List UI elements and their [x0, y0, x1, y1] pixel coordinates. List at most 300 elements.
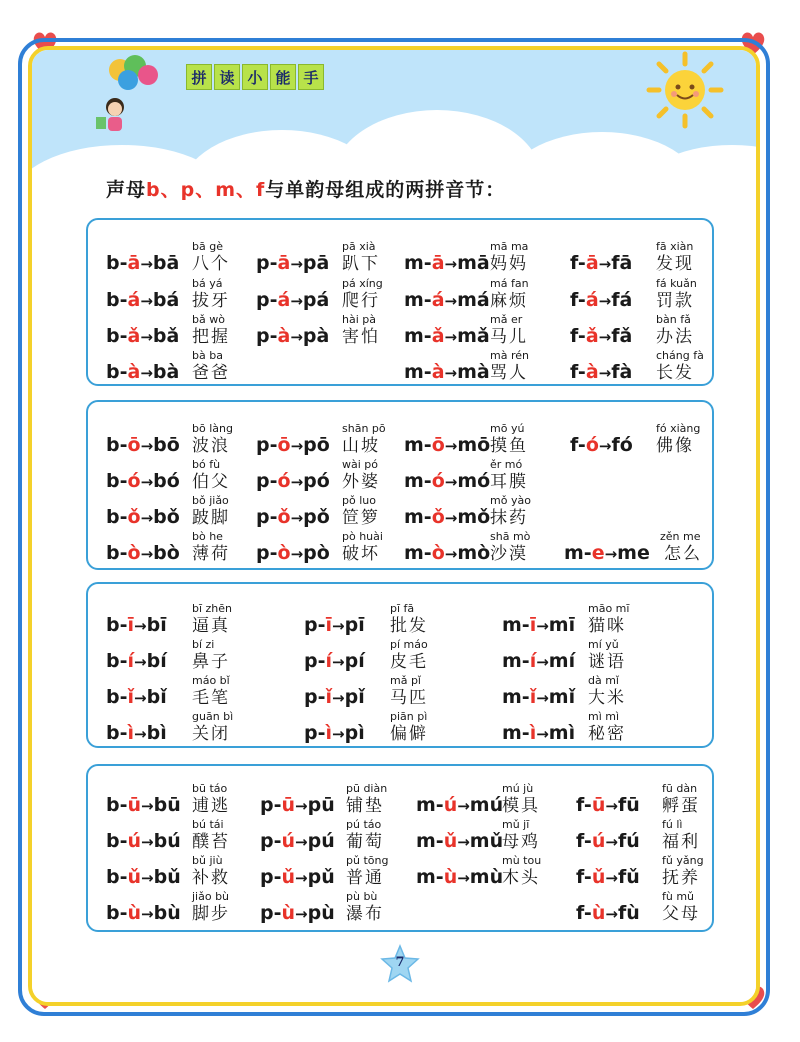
- syllable-entry: [304, 674, 454, 708]
- syllable-formula: [106, 289, 179, 311]
- syllable-formula: [106, 902, 181, 924]
- syllable-box: [86, 400, 714, 570]
- word-hanzi: 关闭: [192, 724, 230, 744]
- initial: p-: [256, 506, 278, 528]
- initial: m-: [502, 686, 530, 708]
- syllable-result: bō: [153, 434, 180, 456]
- initial: m-: [502, 614, 530, 636]
- syllable-result: bǐ: [146, 686, 167, 708]
- word-pinyin: fó xiàng: [656, 422, 701, 435]
- arrow-icon: →: [444, 364, 458, 382]
- arrow-icon: →: [605, 833, 618, 851]
- arrow-icon: →: [332, 617, 345, 635]
- syllable-result: mā: [457, 252, 490, 274]
- syllable-formula: [404, 361, 490, 383]
- word-hanzi: 薄荷: [192, 544, 230, 564]
- arrow-icon: →: [141, 905, 154, 923]
- syllable-formula: [106, 722, 167, 744]
- word-pinyin: mà rén: [490, 349, 529, 362]
- word-hanzi: 麻烦: [490, 291, 528, 311]
- word-hanzi: 佛像: [656, 436, 694, 456]
- syllable-result: fǔ: [617, 866, 640, 888]
- word-hanzi: 猫咪: [588, 616, 626, 636]
- syllable-result: bó: [153, 470, 180, 492]
- syllable-entry: [106, 422, 256, 456]
- word-hanzi: 秘密: [588, 724, 626, 744]
- word-hanzi: 趴下: [342, 254, 380, 274]
- syllable-entry: [106, 674, 256, 708]
- vowel: ō: [127, 434, 141, 456]
- syllable-formula: [304, 614, 365, 636]
- syllable-entry: [570, 349, 720, 383]
- vowel: ò: [431, 542, 445, 564]
- arrow-icon: →: [598, 292, 612, 310]
- arrow-icon: →: [444, 328, 458, 346]
- syllable-entry: [304, 602, 454, 636]
- syllable-entry: [570, 240, 720, 274]
- syllable-entry: [416, 818, 566, 852]
- word-pinyin: bǔ jiù: [192, 854, 223, 867]
- syllable-result: bà: [152, 361, 180, 383]
- arrow-icon: →: [141, 833, 154, 851]
- arrow-icon: →: [457, 869, 470, 887]
- word-hanzi: 外婆: [342, 472, 380, 492]
- heading-letters: b、p、m、f: [146, 179, 266, 201]
- syllable-result: pá: [302, 289, 330, 311]
- syllable-formula: [106, 470, 180, 492]
- vowel: ú: [443, 794, 458, 816]
- syllable-result: bī: [146, 614, 167, 636]
- vowel: ī: [325, 614, 333, 636]
- syllable-result: fú: [617, 830, 640, 852]
- syllable-entry: [570, 422, 720, 456]
- word-pinyin: bū táo: [192, 782, 228, 795]
- word-hanzi: 抚养: [662, 868, 700, 888]
- syllable-formula: [106, 866, 181, 888]
- word-pinyin: mù tou: [502, 854, 542, 867]
- syllable-result: má: [457, 289, 490, 311]
- page-number: 7: [395, 955, 405, 970]
- syllable-entry: [256, 458, 406, 492]
- word-pinyin: máo bǐ: [192, 674, 230, 687]
- word-hanzi: 伯父: [192, 472, 230, 492]
- arrow-icon: →: [444, 509, 458, 527]
- syllable-result: fó: [611, 434, 633, 456]
- section-heading: [106, 175, 505, 202]
- vowel: ū: [127, 794, 142, 816]
- word-hanzi: 醭苔: [192, 832, 230, 852]
- vowel: ǔ: [443, 830, 458, 852]
- syllable-formula: [304, 686, 365, 708]
- vowel: ǔ: [127, 866, 142, 888]
- initial: b-: [106, 325, 128, 347]
- syllable-result: bǔ: [153, 866, 181, 888]
- heading-prefix: 声母: [106, 179, 147, 201]
- syllable-entry: [256, 277, 406, 311]
- initial: f-: [570, 434, 586, 456]
- syllable-result: pó: [303, 470, 330, 492]
- syllable-result: mó: [457, 470, 491, 492]
- syllable-formula: [106, 542, 180, 564]
- word-pinyin: bǎ wò: [192, 313, 225, 326]
- vowel: ú: [591, 830, 606, 852]
- syllable-formula: [106, 614, 167, 636]
- initial: m-: [404, 506, 432, 528]
- vowel: ì: [325, 722, 333, 744]
- arrow-icon: →: [140, 473, 154, 491]
- arrow-icon: →: [134, 725, 147, 743]
- syllable-formula: [260, 902, 335, 924]
- initial: f-: [570, 361, 586, 383]
- arrow-icon: →: [332, 653, 345, 671]
- syllable-result: mí: [548, 650, 576, 672]
- syllable-entry: [416, 782, 566, 816]
- syllable-entry: [404, 494, 554, 528]
- arrow-icon: →: [290, 437, 304, 455]
- syllable-result: mì: [548, 722, 576, 744]
- syllable-formula: [564, 542, 650, 564]
- arrow-icon: →: [134, 653, 147, 671]
- syllable-formula: [416, 866, 503, 888]
- vowel: ǎ: [431, 325, 445, 347]
- syllable-result: pō: [303, 434, 330, 456]
- arrow-icon: →: [290, 328, 303, 346]
- initial: f-: [576, 830, 592, 852]
- syllable-result: pǐ: [344, 686, 365, 708]
- initial: b-: [106, 542, 128, 564]
- word-pinyin: ěr mó: [490, 458, 523, 471]
- arrow-icon: →: [140, 328, 153, 346]
- title-char: 拼: [186, 64, 212, 90]
- initial: m-: [404, 434, 432, 456]
- vowel: ā: [585, 252, 599, 274]
- heading-suffix: 与单韵母组成的两拼音节：: [265, 179, 506, 201]
- syllable-entry: [576, 782, 726, 816]
- initial: p-: [256, 434, 278, 456]
- syllable-result: mǔ: [469, 830, 504, 852]
- word-hanzi: 补救: [192, 868, 230, 888]
- word-hanzi: 偏僻: [390, 724, 428, 744]
- vowel: ù: [591, 902, 606, 924]
- syllable-formula: [570, 434, 633, 456]
- arrow-icon: →: [140, 255, 153, 273]
- arrow-icon: →: [290, 292, 303, 310]
- word-hanzi: 鼻子: [192, 652, 230, 672]
- word-hanzi: 马儿: [490, 327, 528, 347]
- syllable-entry: [256, 240, 406, 274]
- word-pinyin: jiǎo bù: [192, 890, 230, 903]
- syllable-formula: [260, 830, 335, 852]
- arrow-icon: →: [295, 905, 308, 923]
- initial: b-: [106, 614, 128, 636]
- word-pinyin: pò huài: [342, 530, 383, 543]
- syllable-entry: [106, 854, 256, 888]
- initial: p-: [304, 650, 326, 672]
- syllable-entry: [106, 602, 256, 636]
- vowel: ú: [281, 830, 296, 852]
- word-pinyin: fā xiàn: [656, 240, 694, 253]
- syllable-formula: [256, 542, 330, 564]
- word-hanzi: 害怕: [342, 327, 380, 347]
- word-hanzi: 爸爸: [192, 363, 230, 383]
- syllable-entry: [260, 890, 410, 924]
- word-pinyin: mǔ jī: [502, 818, 530, 831]
- vowel: ó: [277, 470, 291, 492]
- vowel: ó: [127, 470, 141, 492]
- title-char: 手: [298, 64, 324, 90]
- word-pinyin: mǎ er: [490, 313, 523, 326]
- syllable-entry: [106, 458, 256, 492]
- initial: b-: [106, 506, 128, 528]
- syllable-entry: [576, 890, 726, 924]
- arrow-icon: →: [141, 797, 154, 815]
- word-pinyin: pá xíng: [342, 277, 383, 290]
- syllable-entry: [502, 638, 652, 672]
- syllable-box: [86, 582, 714, 748]
- syllable-formula: [416, 830, 503, 852]
- vowel: ú: [127, 830, 142, 852]
- syllable-formula: [106, 506, 180, 528]
- word-hanzi: 八个: [192, 254, 230, 274]
- word-hanzi: 谜语: [588, 652, 626, 672]
- initial: p-: [260, 794, 282, 816]
- initial: p-: [304, 722, 326, 744]
- word-hanzi: 母鸡: [502, 832, 540, 852]
- word-pinyin: shā mò: [490, 530, 531, 543]
- arrow-icon: →: [290, 509, 304, 527]
- syllable-result: mǎ: [457, 325, 490, 347]
- word-pinyin: pū diàn: [346, 782, 388, 795]
- word-pinyin: fá kuǎn: [656, 277, 697, 290]
- word-pinyin: shān pō: [342, 422, 386, 435]
- syllable-result: mú: [469, 794, 504, 816]
- syllable-entry: [256, 530, 406, 564]
- vowel: ì: [529, 722, 537, 744]
- word-pinyin: bò he: [192, 530, 223, 543]
- vowel: ò: [277, 542, 291, 564]
- word-hanzi: 葡萄: [346, 832, 384, 852]
- word-hanzi: 批发: [390, 616, 428, 636]
- arrow-icon: →: [605, 797, 618, 815]
- initial: m-: [404, 470, 432, 492]
- word-pinyin: bà ba: [192, 349, 223, 362]
- initial: m-: [404, 289, 432, 311]
- vowel: ī: [529, 614, 537, 636]
- syllable-entry: [106, 818, 256, 852]
- vowel: ū: [281, 794, 296, 816]
- word-hanzi: 抹药: [490, 508, 528, 528]
- syllable-result: bā: [152, 252, 180, 274]
- word-hanzi: 逼真: [192, 616, 230, 636]
- word-hanzi: 逋逃: [192, 796, 230, 816]
- arrow-icon: →: [444, 473, 458, 491]
- vowel: á: [585, 289, 599, 311]
- initial: b-: [106, 289, 128, 311]
- arrow-icon: →: [140, 437, 154, 455]
- syllable-formula: [106, 325, 179, 347]
- word-hanzi: 把握: [192, 327, 230, 347]
- word-pinyin: pǒ luo: [342, 494, 376, 507]
- initial: m-: [564, 542, 592, 564]
- arrow-icon: →: [140, 364, 153, 382]
- syllable-formula: [106, 686, 167, 708]
- syllable-entry: [260, 782, 410, 816]
- vowel: e: [591, 542, 605, 564]
- syllable-entry: [106, 240, 256, 274]
- syllable-formula: [570, 361, 632, 383]
- vowel: à: [585, 361, 599, 383]
- syllable-entry: [106, 890, 256, 924]
- syllable-entry: [260, 854, 410, 888]
- arrow-icon: →: [332, 725, 345, 743]
- syllable-entry: [256, 494, 406, 528]
- syllable-result: pì: [344, 722, 365, 744]
- syllable-formula: [404, 542, 490, 564]
- word-pinyin: bō làng: [192, 422, 233, 435]
- word-hanzi: 福利: [662, 832, 700, 852]
- syllable-result: pǔ: [307, 866, 335, 888]
- syllable-formula: [304, 650, 365, 672]
- syllable-formula: [260, 866, 335, 888]
- syllable-formula: [576, 830, 640, 852]
- word-pinyin: mì mì: [588, 710, 620, 723]
- syllable-formula: [570, 289, 632, 311]
- syllable-entry: [106, 277, 256, 311]
- syllable-result: fū: [617, 794, 640, 816]
- word-pinyin: māo mī: [588, 602, 630, 615]
- arrow-icon: →: [444, 255, 458, 273]
- syllable-result: fù: [617, 902, 640, 924]
- initial: b-: [106, 434, 128, 456]
- vowel: ā: [431, 252, 445, 274]
- syllable-entry: [106, 494, 256, 528]
- word-pinyin: pǔ tōng: [346, 854, 389, 867]
- arrow-icon: →: [598, 255, 612, 273]
- vowel: ī: [127, 614, 135, 636]
- syllable-entry: [404, 240, 554, 274]
- title-char: 读: [214, 64, 240, 90]
- vowel: í: [127, 650, 135, 672]
- arrow-icon: →: [598, 437, 612, 455]
- arrow-icon: →: [295, 869, 308, 887]
- syllable-result: me: [617, 542, 650, 564]
- vowel: ù: [127, 902, 142, 924]
- word-hanzi: 脚步: [192, 904, 230, 924]
- word-hanzi: 沙漠: [490, 544, 528, 564]
- vowel: à: [431, 361, 445, 383]
- vowel: ò: [127, 542, 141, 564]
- word-pinyin: bā gè: [192, 240, 223, 253]
- syllable-entry: [570, 313, 720, 347]
- word-pinyin: pī fā: [390, 602, 415, 615]
- word-hanzi: 罚款: [656, 291, 694, 311]
- initial: p-: [260, 902, 282, 924]
- vowel: ó: [585, 434, 599, 456]
- syllable-box: [86, 764, 714, 932]
- word-pinyin: bǒ jiǎo: [192, 494, 229, 507]
- vowel: á: [127, 289, 141, 311]
- word-pinyin: mí yǔ: [588, 638, 619, 651]
- arrow-icon: →: [134, 689, 147, 707]
- syllable-formula: [256, 289, 329, 311]
- initial: m-: [502, 722, 530, 744]
- syllable-entry: [404, 530, 554, 564]
- syllable-box: [86, 218, 714, 386]
- syllable-formula: [256, 470, 330, 492]
- syllable-formula: [106, 650, 167, 672]
- initial: b-: [106, 866, 128, 888]
- syllable-entry: [106, 710, 256, 744]
- vowel: ǒ: [127, 506, 141, 528]
- syllable-entry: [570, 277, 720, 311]
- arrow-icon: →: [290, 545, 304, 563]
- arrow-icon: →: [536, 725, 549, 743]
- vowel: ǐ: [529, 686, 537, 708]
- syllable-result: bò: [153, 542, 180, 564]
- arrow-icon: →: [140, 545, 154, 563]
- initial: m-: [404, 252, 432, 274]
- word-hanzi: 父母: [662, 904, 700, 924]
- syllable-entry: [404, 422, 554, 456]
- word-hanzi: 骂人: [490, 363, 528, 383]
- syllable-result: pī: [344, 614, 365, 636]
- syllable-formula: [502, 686, 575, 708]
- word-pinyin: bī zhēn: [192, 602, 233, 615]
- syllable-entry: [502, 674, 652, 708]
- initial: m-: [404, 361, 432, 383]
- arrow-icon: →: [536, 689, 549, 707]
- arrow-icon: →: [444, 437, 458, 455]
- arrow-icon: →: [536, 653, 549, 671]
- syllable-result: mō: [457, 434, 491, 456]
- syllable-result: fǎ: [611, 325, 633, 347]
- word-pinyin: pú táo: [346, 818, 382, 831]
- word-pinyin: dà mǐ: [588, 674, 619, 687]
- vowel: ù: [443, 866, 458, 888]
- word-hanzi: 马匹: [390, 688, 428, 708]
- arrow-icon: →: [605, 869, 618, 887]
- syllable-result: pù: [307, 902, 335, 924]
- syllable-formula: [256, 252, 329, 274]
- syllable-entry: [256, 422, 406, 456]
- initial: m-: [416, 830, 444, 852]
- syllable-result: bí: [146, 650, 167, 672]
- initial: b-: [106, 361, 128, 383]
- initial: p-: [256, 252, 278, 274]
- syllable-formula: [106, 434, 180, 456]
- syllable-formula: [404, 325, 490, 347]
- initial: m-: [404, 325, 432, 347]
- word-hanzi: 跛脚: [192, 508, 230, 528]
- initial: f-: [570, 325, 586, 347]
- vowel: ǔ: [591, 866, 606, 888]
- syllable-entry: [576, 818, 726, 852]
- word-pinyin: bá yá: [192, 277, 223, 290]
- syllable-formula: [576, 794, 640, 816]
- arrow-icon: →: [295, 833, 308, 851]
- vowel: á: [431, 289, 445, 311]
- vowel: à: [127, 361, 141, 383]
- girl-icon: [90, 95, 140, 137]
- vowel: ǐ: [127, 686, 135, 708]
- initial: b-: [106, 650, 128, 672]
- word-pinyin: fú lì: [662, 818, 683, 831]
- word-pinyin: bí zi: [192, 638, 215, 651]
- word-hanzi: 发现: [656, 254, 694, 274]
- word-hanzi: 妈妈: [490, 254, 528, 274]
- syllable-formula: [416, 794, 503, 816]
- title-char: 小: [242, 64, 268, 90]
